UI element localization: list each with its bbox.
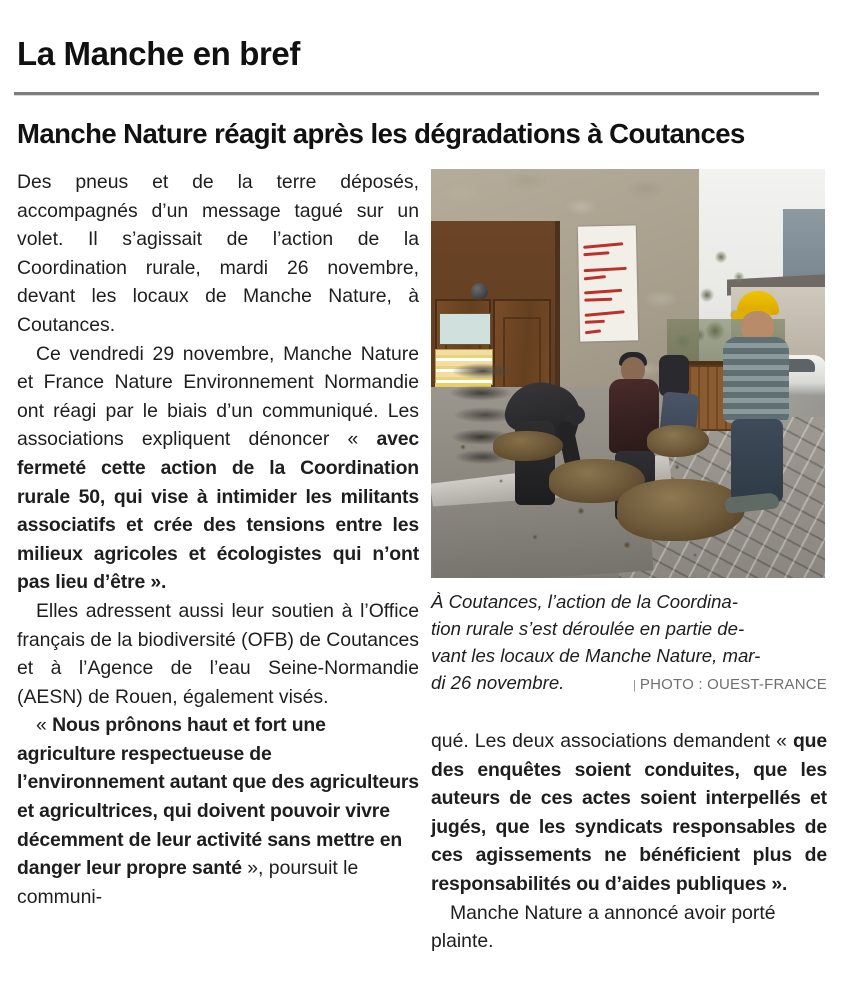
graffiti-stroke: [584, 267, 627, 272]
graffiti-stroke: [584, 289, 622, 295]
graffiti-stroke: [583, 251, 609, 256]
photo-door-knob: [471, 283, 488, 300]
caption-last-line-row: [431, 669, 827, 699]
paragraph-1-text: Des pneus et de la terre déposés, accompagnés d’un message tagué sur un volet. Il s’agissait de l’action de la Coordination rurale, mardi 26 novembre, devant les locaux de Manche Nature, à Coutances.: [17, 171, 419, 336]
paragraph-4: [17, 711, 419, 911]
body-column-right: [431, 727, 827, 956]
article-photo: [431, 169, 825, 578]
paragraph-2-quote: avec fermeté cette action de la Coordination rurale 50, qui vise à intimider les militants associatifs et crée des tensions entre les milieux agricoles et écologistes qui n’ont pas lieu d’être: [17, 428, 419, 594]
caption-line: vant les locaux de Manche Nature, mar-: [431, 645, 761, 666]
photo-scene: [431, 169, 825, 578]
credit-bar: |: [632, 678, 637, 692]
paragraph-6-text: Manche Nature a annoncé avoir porté plainte.: [431, 901, 776, 953]
caption-line: tion rurale s’est déroulée en partie de-: [431, 618, 745, 639]
photo-credit: [633, 671, 827, 699]
body-column-left: [17, 168, 419, 911]
graffiti-stroke: [585, 320, 605, 324]
section-title: La Manche en bref: [17, 35, 300, 72]
photo-graffiti-banner: [578, 225, 638, 341]
paragraph-1: [17, 168, 419, 340]
paragraph-6: [431, 899, 827, 956]
graffiti-stroke: [585, 310, 625, 317]
graffiti-stroke: [584, 275, 606, 280]
paragraph-4-quote: Nous prônons haut et fort une agriculture respectueuse de l’environnement autant que des agriculteurs et agricultrices, qui doivent pouvoir vivre décemment de leur activité sans mettre en danger leur propre santé: [17, 714, 419, 880]
caption-line: di 26 novembre.: [431, 672, 565, 693]
paragraph-5-quote: que des enquêtes soient conduites, que les auteurs de ces actes soient interpellés et jugés, que les syndicats responsables de ces agissements ne bénéficient plus de responsabilités ou d’aides publiques: [431, 730, 827, 895]
paragraph-2: [17, 340, 419, 597]
paragraph-4-outro: », poursuit le communi-: [17, 857, 359, 908]
photo-person-yellow-cap-body: [723, 337, 789, 423]
photo-person-yellow-cap-legs: [731, 419, 783, 503]
photo-person-walking-body: [659, 355, 689, 397]
paragraph-2-intro: Ce vendredi 29 novembre, Manche Nature et France Nature Environnement Normandie ont réagi par le biais d’un communiqué. Les associations expliquent dénoncer «: [17, 342, 419, 451]
photo-caption: [431, 588, 827, 699]
paragraph-3-text: Elles adressent aussi leur soutien à l’Office français de la biodiversité (OFB) de Coutances et à l’Agence de l’eau Seine-Normandie (AESN) de Rouen, également visés.: [17, 599, 420, 708]
graffiti-stroke: [583, 242, 623, 249]
photo-door-window: [439, 313, 491, 345]
article-headline: Manche Nature réagit après les dégradations à Coutances: [17, 118, 745, 149]
paragraph-3: [17, 597, 419, 711]
credit-text: PHOTO : OUEST-FRANCE: [639, 676, 827, 693]
caption-line: À Coutances, l’action de la Coordina-: [431, 591, 738, 612]
graffiti-stroke: [584, 298, 612, 302]
paragraph-5: [431, 727, 827, 899]
paragraph-5-intro: qué. Les deux associations demandent «: [431, 730, 793, 752]
paragraph-2-quote-close: ».: [145, 571, 167, 594]
graffiti-stroke: [585, 329, 601, 334]
paragraph-4-open-quote: «: [36, 714, 53, 737]
paragraph-5-quote-close: ».: [766, 872, 788, 895]
header-divider: [14, 92, 819, 96]
